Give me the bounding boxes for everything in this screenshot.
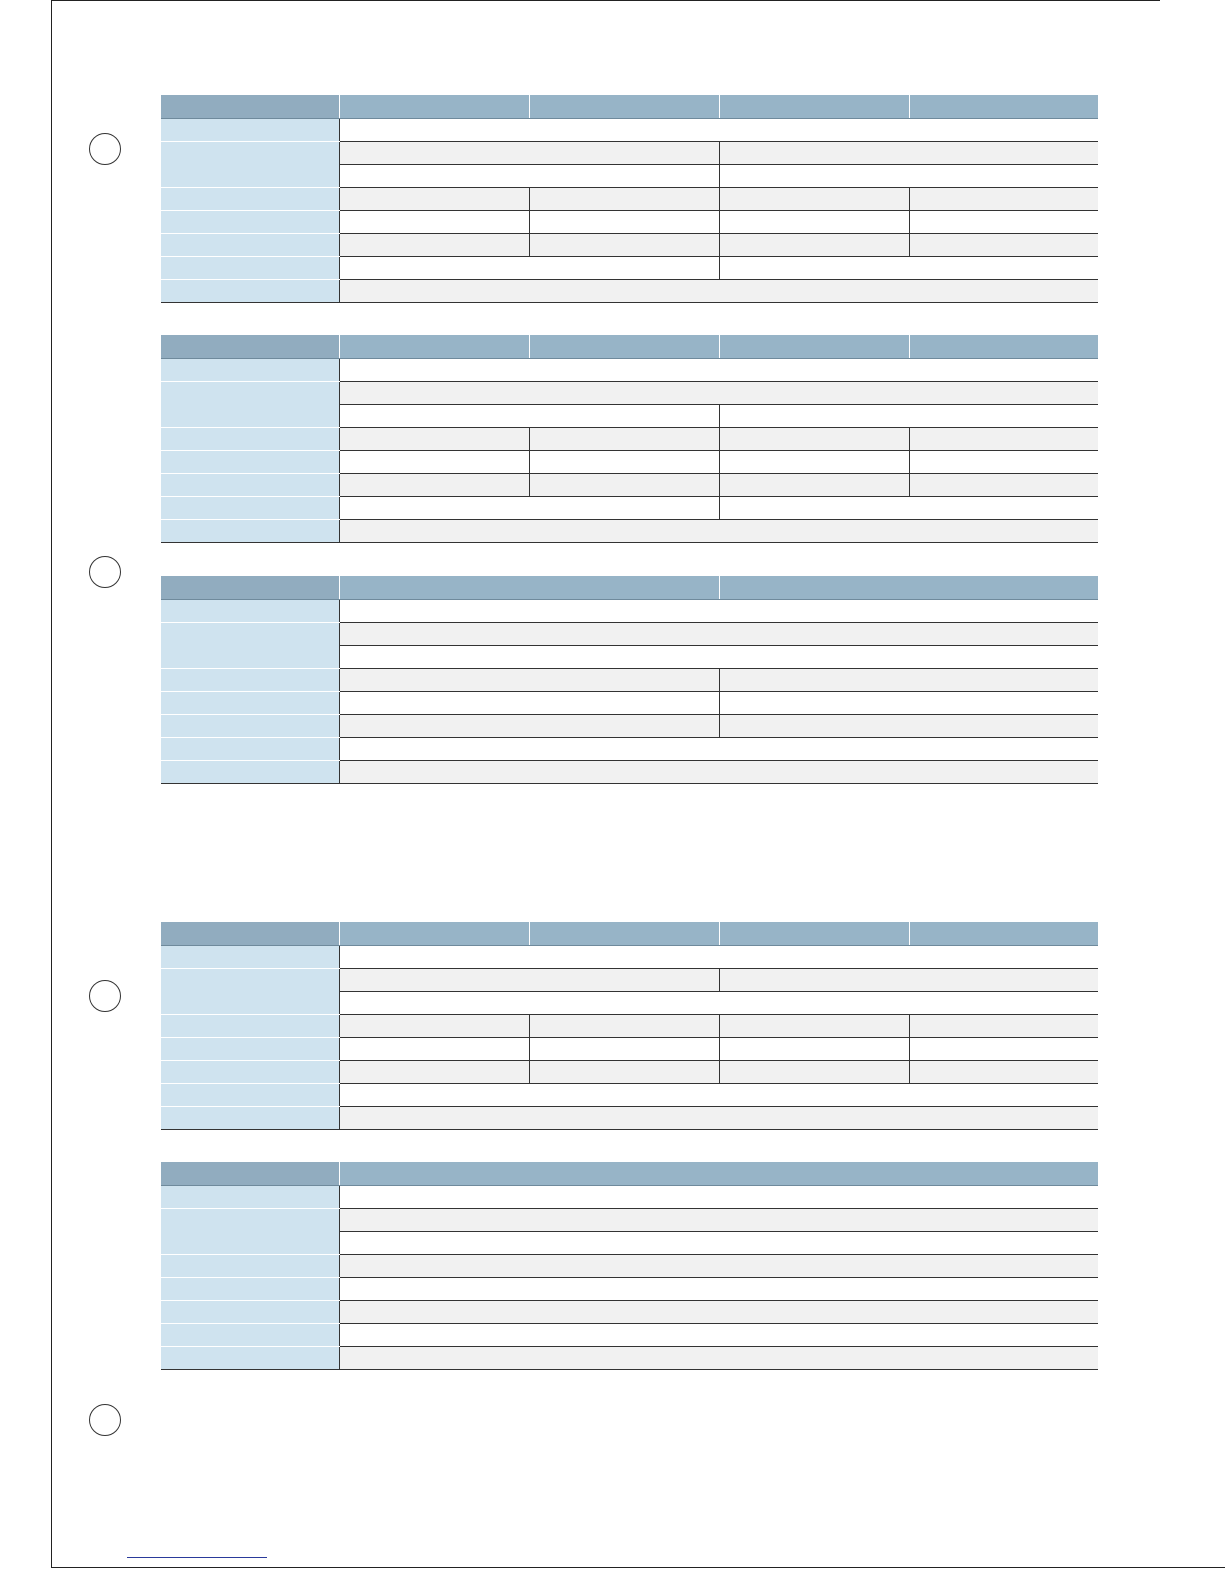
value-cell <box>339 404 719 427</box>
row-label-cell <box>161 427 339 450</box>
header-cell <box>161 922 339 945</box>
table-row <box>161 714 1098 737</box>
table-row <box>161 622 1098 645</box>
row-label-cell <box>161 1323 339 1346</box>
value-cell <box>529 210 719 233</box>
table-row <box>161 1323 1098 1346</box>
value-cell <box>909 427 1098 450</box>
value-cell <box>339 1037 529 1060</box>
row-label-cell <box>161 1300 339 1323</box>
value-cell <box>339 737 1098 760</box>
value-cell <box>529 1037 719 1060</box>
value-cell <box>719 233 909 256</box>
row-label-cell <box>161 760 339 783</box>
header-cell <box>719 335 909 358</box>
row-label-cell <box>161 450 339 473</box>
value-cell <box>339 1277 1098 1300</box>
binder-hole <box>89 133 121 165</box>
header-cell <box>529 922 719 945</box>
table-row <box>161 358 1098 381</box>
table-header-row <box>161 922 1098 945</box>
value-cell <box>719 691 1098 714</box>
value-cell <box>719 210 909 233</box>
value-cell <box>909 450 1098 473</box>
header-cell <box>719 922 909 945</box>
table-row <box>161 1346 1098 1369</box>
value-cell <box>339 496 719 519</box>
row-label-cell <box>161 141 339 187</box>
value-cell <box>339 645 1098 668</box>
value-cell <box>339 210 529 233</box>
table-row <box>161 1083 1098 1106</box>
row-label-cell <box>161 233 339 256</box>
value-cell <box>909 1060 1098 1083</box>
value-cell <box>719 404 1098 427</box>
header-cell <box>339 335 529 358</box>
table-header-row <box>161 95 1098 118</box>
value-cell <box>339 968 719 991</box>
value-cell <box>909 210 1098 233</box>
value-cell <box>339 358 1098 381</box>
row-label-cell <box>161 1014 339 1037</box>
value-cell <box>719 473 909 496</box>
table-row <box>161 1014 1098 1037</box>
row-label-cell <box>161 1037 339 1060</box>
value-cell <box>339 450 529 473</box>
value-cell <box>339 187 529 210</box>
header-cell <box>339 1162 1098 1185</box>
table-row <box>161 233 1098 256</box>
row-label-cell <box>161 358 339 381</box>
header-cell <box>719 95 909 118</box>
value-cell <box>719 141 1098 164</box>
footer-link-underline[interactable] <box>127 1557 267 1558</box>
table-row <box>161 381 1098 404</box>
row-label-cell <box>161 622 339 668</box>
table-row <box>161 473 1098 496</box>
spec-table-5 <box>161 1162 1098 1370</box>
spec-table-3 <box>161 576 1098 784</box>
table-row <box>161 279 1098 302</box>
value-cell <box>909 233 1098 256</box>
header-cell <box>161 335 339 358</box>
value-cell <box>719 668 1098 691</box>
header-cell <box>909 335 1098 358</box>
row-label-cell <box>161 473 339 496</box>
table-row <box>161 1037 1098 1060</box>
table-row <box>161 496 1098 519</box>
header-cell <box>339 576 719 599</box>
row-label-cell <box>161 945 339 968</box>
binder-hole <box>89 980 121 1012</box>
value-cell <box>529 187 719 210</box>
table-row <box>161 1060 1098 1083</box>
header-cell <box>909 95 1098 118</box>
table-header-row <box>161 576 1098 599</box>
table-row <box>161 1185 1098 1208</box>
header-cell <box>529 335 719 358</box>
row-label-cell <box>161 1083 339 1106</box>
value-cell <box>339 1300 1098 1323</box>
row-label-cell <box>161 118 339 141</box>
value-cell <box>339 760 1098 783</box>
value-cell <box>339 1208 1098 1231</box>
table-row <box>161 141 1098 164</box>
value-cell <box>339 1254 1098 1277</box>
value-cell <box>339 473 529 496</box>
table-row <box>161 427 1098 450</box>
value-cell <box>909 1037 1098 1060</box>
value-cell <box>339 1346 1098 1369</box>
value-cell <box>719 1037 909 1060</box>
value-cell <box>339 1014 529 1037</box>
row-label-cell <box>161 1208 339 1254</box>
table-header-row <box>161 1162 1098 1185</box>
table-row <box>161 668 1098 691</box>
value-cell <box>719 256 1098 279</box>
value-cell <box>339 714 719 737</box>
page-frame-bottom <box>51 1567 1225 1568</box>
value-cell <box>339 279 1098 302</box>
value-cell <box>339 164 719 187</box>
table-row <box>161 968 1098 991</box>
value-cell <box>339 991 1098 1014</box>
row-label-cell <box>161 1106 339 1129</box>
row-label-cell <box>161 279 339 302</box>
value-cell <box>529 427 719 450</box>
row-label-cell <box>161 187 339 210</box>
header-cell <box>339 95 529 118</box>
binder-hole <box>89 556 121 588</box>
value-cell <box>909 473 1098 496</box>
row-label-cell <box>161 1185 339 1208</box>
header-cell <box>719 576 1098 599</box>
row-label-cell <box>161 519 339 542</box>
value-cell <box>719 496 1098 519</box>
table-row <box>161 1208 1098 1231</box>
value-cell <box>339 1106 1098 1129</box>
page-frame-left <box>51 0 52 1568</box>
value-cell <box>339 118 1098 141</box>
value-cell <box>529 233 719 256</box>
table-row <box>161 1106 1098 1129</box>
table-header-row <box>161 335 1098 358</box>
value-cell <box>719 450 909 473</box>
spec-table-2 <box>161 335 1098 543</box>
value-cell <box>909 1014 1098 1037</box>
header-cell <box>529 95 719 118</box>
value-cell <box>339 381 1098 404</box>
header-cell <box>909 922 1098 945</box>
row-label-cell <box>161 210 339 233</box>
row-label-cell <box>161 256 339 279</box>
value-cell <box>339 233 529 256</box>
row-label-cell <box>161 691 339 714</box>
value-cell <box>529 1060 719 1083</box>
page-frame-top <box>51 0 1160 1</box>
table-row <box>161 187 1098 210</box>
value-cell <box>339 256 719 279</box>
binder-hole <box>89 1404 121 1436</box>
table-row <box>161 760 1098 783</box>
value-cell <box>339 599 1098 622</box>
header-cell <box>339 922 529 945</box>
value-cell <box>339 1231 1098 1254</box>
table-row <box>161 519 1098 542</box>
row-label-cell <box>161 968 339 1014</box>
table-row <box>161 599 1098 622</box>
row-label-cell <box>161 1277 339 1300</box>
value-cell <box>339 945 1098 968</box>
table-row <box>161 450 1098 473</box>
value-cell <box>719 1060 909 1083</box>
value-cell <box>339 1185 1098 1208</box>
table-row <box>161 945 1098 968</box>
value-cell <box>339 691 719 714</box>
header-cell <box>161 576 339 599</box>
value-cell <box>529 450 719 473</box>
row-label-cell <box>161 381 339 427</box>
value-cell <box>339 519 1098 542</box>
value-cell <box>909 187 1098 210</box>
row-label-cell <box>161 599 339 622</box>
table-row <box>161 691 1098 714</box>
row-label-cell <box>161 714 339 737</box>
value-cell <box>339 1323 1098 1346</box>
table-row <box>161 256 1098 279</box>
value-cell <box>339 1083 1098 1106</box>
value-cell <box>719 187 909 210</box>
value-cell <box>719 968 1098 991</box>
spec-table-4 <box>161 922 1098 1130</box>
value-cell <box>529 473 719 496</box>
value-cell <box>719 1014 909 1037</box>
header-cell <box>161 95 339 118</box>
value-cell <box>719 714 1098 737</box>
value-cell <box>339 668 719 691</box>
row-label-cell <box>161 496 339 519</box>
table-row <box>161 210 1098 233</box>
table-row <box>161 1277 1098 1300</box>
value-cell <box>339 141 719 164</box>
row-label-cell <box>161 1254 339 1277</box>
row-label-cell <box>161 737 339 760</box>
value-cell <box>339 427 529 450</box>
table-row <box>161 737 1098 760</box>
value-cell <box>719 164 1098 187</box>
value-cell <box>719 427 909 450</box>
header-cell <box>161 1162 339 1185</box>
row-label-cell <box>161 1060 339 1083</box>
value-cell <box>339 1060 529 1083</box>
row-label-cell <box>161 1346 339 1369</box>
value-cell <box>529 1014 719 1037</box>
spec-table-1 <box>161 95 1098 303</box>
value-cell <box>339 622 1098 645</box>
table-row <box>161 118 1098 141</box>
table-row <box>161 1300 1098 1323</box>
table-row <box>161 1254 1098 1277</box>
row-label-cell <box>161 668 339 691</box>
